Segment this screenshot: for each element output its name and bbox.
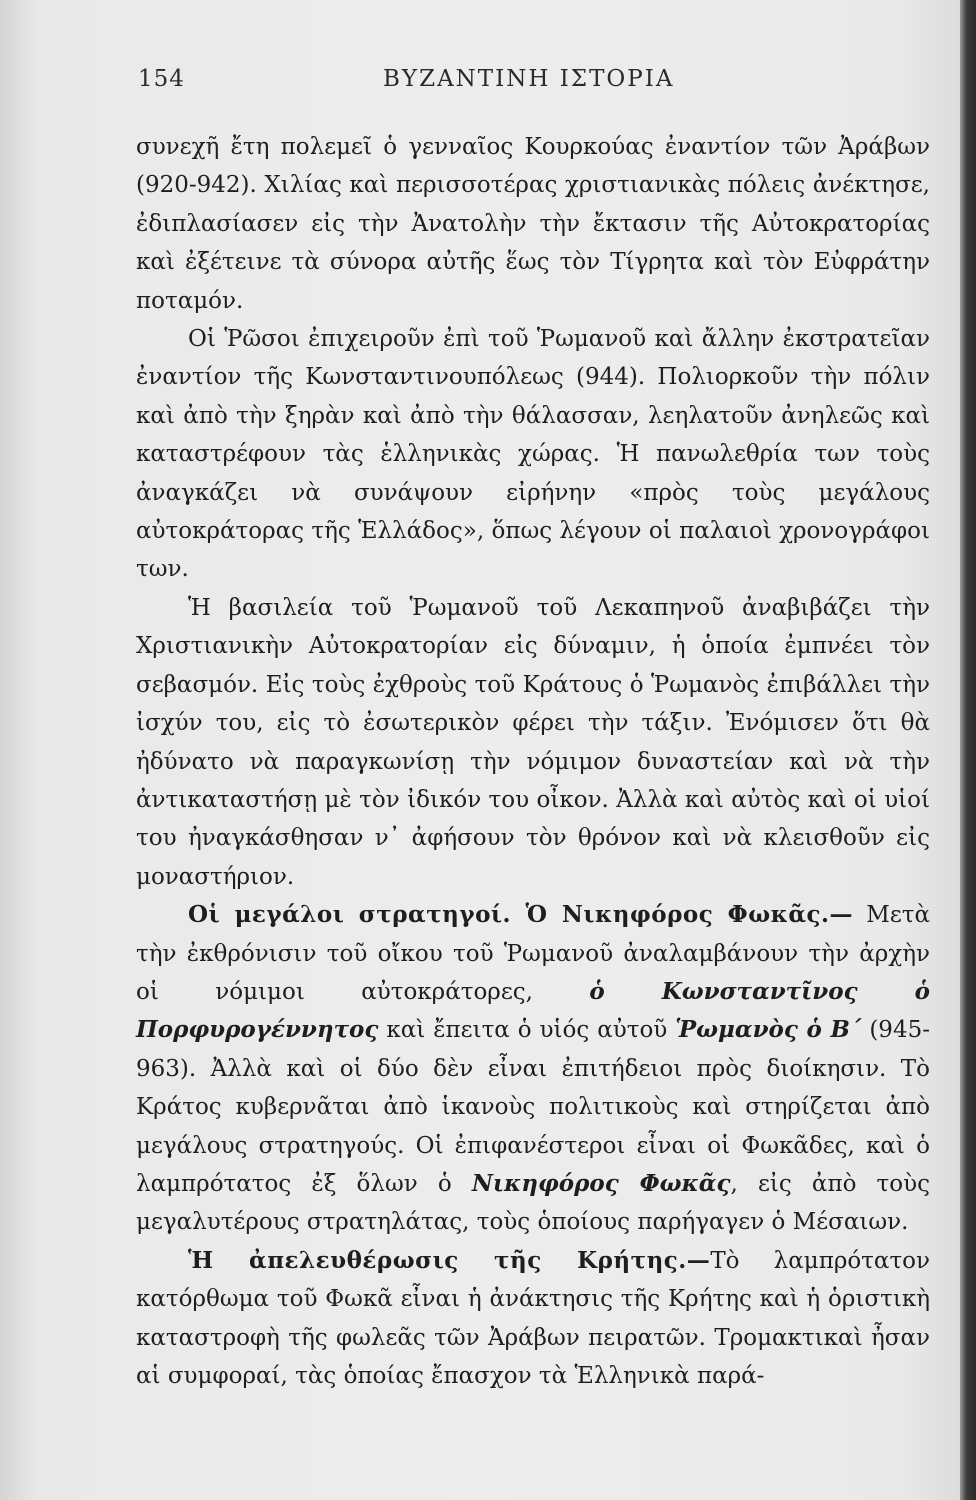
paragraph-great-generals <box>136 896 930 1242</box>
emphasis-name: Ῥωμανὸς ὁ Β΄ <box>675 1016 862 1044</box>
paragraph-text: καὶ ἔπειτα ὁ υἱός αὐτοῦ <box>378 1017 676 1044</box>
page-edge-shadow <box>960 0 976 1500</box>
page-header <box>0 62 960 102</box>
paragraph-text: Τὸ λαμπρότατον κατόρθωμα τοῦ Φωκᾶ εἶναι ἡ ἀνάκτησις τῆς Κρήτης καὶ ἡ ὁριστικὴ καταστροφὴ τῆς φωλεᾶς τῶν Ἀράβων πειρατῶν. Τρομακτικαὶ ἦσαν αἱ συμφοραί, τὰς ὁποίας ἔπασχον τὰ Ἑλληνικὰ παρά- <box>136 1247 930 1389</box>
paragraph-kourkouas: συνεχῆ ἔτη πολεμεῖ ὁ γενναῖος Κουρκούας ἐναντίον τῶν Ἀράβων (920-942). Χιλίας καὶ περισσοτέρας χριστιανικὰς πόλεις ἀνέκτησε, ἐδιπλασίασεν εἰς τὴν Ἀνατολὴν τὴν ἔκτασιν τῆς Αὐτοκρατορίας καὶ ἐξέτεινε τὰ σύνορα αὐτῆς ἕως τὸν Τίγρητα καὶ τὸν Εὐφράτην ποταμόν. <box>136 134 930 314</box>
paragraph-romanos-reign: Ἡ βασιλεία τοῦ Ῥωμανοῦ τοῦ Λεκαπηνοῦ ἀναβιβάζει τὴν Χριστιανικὴν Αὐτοκρατορίαν εἰς δύναμιν, ἡ ὁποία ἐμπνέει τὸν σεβασμόν. Εἰς τοὺς ἐχθροὺς τοῦ Κράτους ὁ Ῥωμανὸς ἐπιβάλλει τὴν ἰσχύν του, εἰς τὸ ἐσωτερικὸν φέρει τὴν τάξιν. Ἐνόμισεν ὅτι θὰ ἠδύνατο νὰ παραγκωνίσῃ τὴν νόμιμον δυναστείαν καὶ νὰ τὴν ἀντικαταστήσῃ μὲ τὸν ἰδικόν του οἶκον. Ἀλλὰ καὶ αὐτὸς καὶ οἱ υἱοί του ἠναγκάσθησαν ν᾽ ἀφήσουν τὸν θρόνον καὶ νὰ κλεισθοῦν εἰς μοναστήριον. <box>136 594 930 890</box>
section-heading-crete: Ἡ ἀπελευθέρωσις τῆς Κρήτης.— <box>188 1246 711 1274</box>
running-title: ΒΥΖΑΝΤΙΝΗ ΙΣΤΟΡΙΑ <box>383 66 675 92</box>
section-heading-generals: Οἱ μεγάλοι στρατηγοί. Ὁ Νικηφόρος Φωκᾶς.— <box>188 901 854 929</box>
paragraph-text: (945-963). Ἀλλὰ καὶ οἱ δύο δὲν εἶναι ἐπιτήδειοι πρὸς διοίκησιν. Τὸ Κράτος κυβερνᾶται ἀπὸ ἱκανοὺς πολιτικοὺς καὶ στηρίζεται ἀπὸ μεγάλους στρατηγούς. Οἱ ἐπιφανέστεροι εἶναι οἱ Φωκᾶδες, καὶ ὁ λαμπρότατος ἐξ ὅλων ὁ <box>136 1017 930 1197</box>
page-number: 154 <box>138 66 185 92</box>
body-text <box>136 128 930 1395</box>
paragraph-text: Μετὰ τὴν ἐκθρόνισιν τοῦ οἴκου τοῦ Ῥωμανοῦ ἀναλαμβάνουν τὴν ἀρχὴν οἱ νόμιμοι αὐτοκράτορες, <box>136 902 931 1005</box>
paragraph-russians: Οἱ Ῥῶσοι ἐπιχειροῦν ἐπὶ τοῦ Ῥωμανοῦ καὶ ἄλλην ἐκστρατεῖαν ἐναντίον τῆς Κωνσταντινουπόλεως (944). Πολιορκοῦν τὴν πόλιν καὶ ἀπὸ τὴν ξηρὰν καὶ ἀπὸ τὴν θάλασσαν, λεηλατοῦν ἀνηλεῶς καὶ καταστρέφουν τὰς ἑλληνικὰς χώρας. Ἡ πανωλεθρία των τοὺς ἀναγκάζει νὰ συνάψουν εἰρήνην «πρὸς τοὺς μεγάλους αὐτοκράτορας τῆς Ἑλλάδος», ὅπως λέγουν οἱ παλαιοὶ χρονογράφοι των. <box>136 326 930 583</box>
emphasis-name: ὁ Κωνσταντῖνος ὁ Πορφυρογέννητος <box>136 977 931 1044</box>
emphasis-name: Νικηφόρος Φωκᾶς <box>471 1169 731 1197</box>
paragraph-text: , εἰς ἀπὸ τοὺς μεγαλυτέρους στρατηλάτας, τοὺς ὁποίους παρήγαγεν ὁ Μέσαιων. <box>136 1170 930 1236</box>
paragraph-crete <box>136 1242 930 1396</box>
